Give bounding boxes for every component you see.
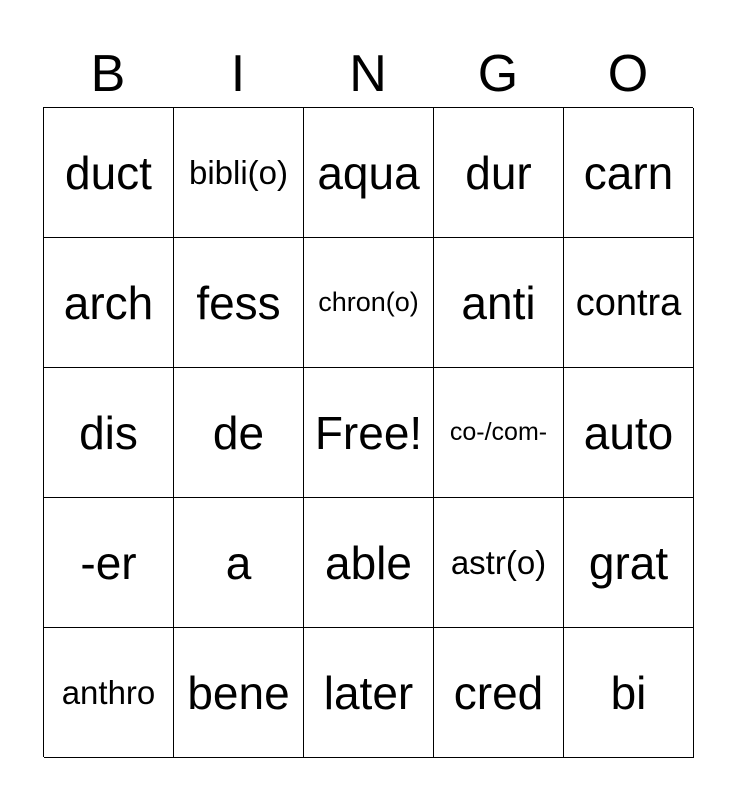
header-letter-n: N bbox=[349, 45, 387, 103]
bingo-cell[interactable]: auto bbox=[564, 368, 694, 498]
bingo-cell[interactable]: anthro bbox=[44, 628, 174, 758]
bingo-cell[interactable]: dur bbox=[434, 108, 564, 238]
header-letter-g: G bbox=[477, 45, 519, 103]
bingo-cell[interactable]: -er bbox=[44, 498, 174, 628]
bingo-cell[interactable]: anti bbox=[434, 238, 564, 368]
bingo-board bbox=[43, 107, 693, 757]
bingo-cell[interactable]: duct bbox=[44, 108, 174, 238]
bingo-cell[interactable]: able bbox=[304, 498, 434, 628]
bingo-cell[interactable]: a bbox=[174, 498, 304, 628]
free-space-cell[interactable]: Free! bbox=[304, 368, 434, 498]
bingo-cell[interactable]: bene bbox=[174, 628, 304, 758]
bingo-header bbox=[43, 42, 693, 106]
bingo-cell[interactable]: chron(o) bbox=[304, 238, 434, 368]
header-letter-b: B bbox=[90, 45, 126, 103]
bingo-cell[interactable]: co-/com- bbox=[434, 368, 564, 498]
bingo-cell[interactable]: later bbox=[304, 628, 434, 758]
bingo-cell[interactable]: carn bbox=[564, 108, 694, 238]
bingo-cell[interactable]: cred bbox=[434, 628, 564, 758]
bingo-cell[interactable]: aqua bbox=[304, 108, 434, 238]
bingo-cell[interactable]: dis bbox=[44, 368, 174, 498]
bingo-cell[interactable]: fess bbox=[174, 238, 304, 368]
header-letter-o: O bbox=[607, 45, 649, 103]
bingo-cell[interactable]: grat bbox=[564, 498, 694, 628]
bingo-cell[interactable]: bi bbox=[564, 628, 694, 758]
bingo-cell[interactable]: bibli(o) bbox=[174, 108, 304, 238]
bingo-cell[interactable]: astr(o) bbox=[434, 498, 564, 628]
bingo-cell[interactable]: de bbox=[174, 368, 304, 498]
bingo-cell[interactable]: arch bbox=[44, 238, 174, 368]
bingo-cell[interactable]: contra bbox=[564, 238, 694, 368]
header-letter-i: I bbox=[230, 45, 246, 103]
